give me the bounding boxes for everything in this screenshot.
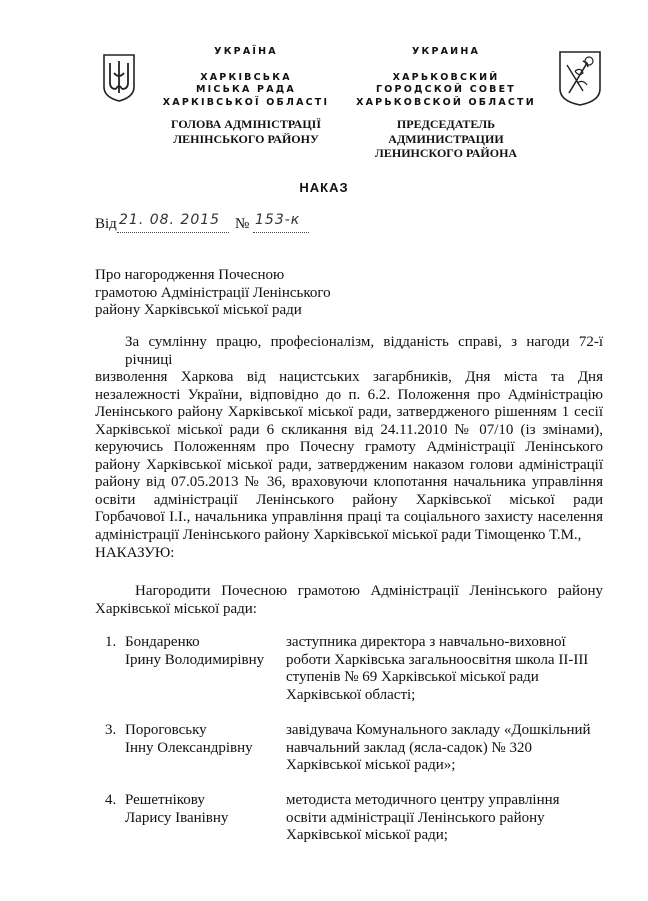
position-line: навчальний заклад (ясла-садок) № 320 — [286, 739, 532, 756]
awardee-name — [125, 722, 285, 757]
awardee-number: 4. — [105, 792, 117, 808]
office-right — [344, 117, 548, 161]
council-line-1: ХАРКІВСЬКА — [200, 71, 292, 83]
awardee-name-line: Решетнікову — [125, 792, 205, 808]
number-underline — [253, 232, 309, 233]
preamble-line: керуючись Положенням про Почесну грамоту Адміністрації Ленінського — [95, 439, 603, 455]
awardee-name — [125, 634, 285, 669]
position-line: методиста методичного центру управління — [286, 792, 560, 808]
subject-line: району Харківської міської ради — [95, 302, 302, 318]
awardee-position — [286, 722, 606, 775]
awardee-position — [286, 634, 606, 704]
header-left — [158, 46, 334, 109]
directive — [95, 583, 603, 618]
directive-line: Нагородити Почесною грамотою Адміністрації Ленінського району — [135, 583, 603, 599]
date-value: 21. 08. 2015 — [119, 212, 221, 228]
preamble-line: освіти адміністрації Ленінського району Харківської міської ради — [95, 491, 603, 508]
awardee-position — [286, 792, 606, 845]
document-title: НАКАЗ — [299, 180, 349, 195]
trident-coat-of-arms-icon — [102, 53, 136, 103]
country-ru: УКРАИНА — [411, 46, 481, 57]
office-line-2-ru: ЛЕНИНСКОГО РАЙОНА — [374, 146, 518, 160]
awardee-name-line: Ларису Іванівну — [125, 809, 229, 826]
position-line: роботи Харківська загальноосвітня школа ІІ-ІІІ — [286, 651, 589, 668]
subject-line: Про нагородження Почесною — [95, 267, 285, 283]
awardee-name-line: Інну Олександрівну — [125, 739, 253, 756]
position-line: Харківської міської ради»; — [286, 757, 456, 773]
position-line: заступника директора з навчально-виховної — [286, 634, 566, 650]
awardee-name-line: Бондаренко — [125, 634, 200, 650]
preamble-line: За сумлінну працю, професіоналізм, відданість справі, з нагоди 72-ї річниці — [125, 334, 603, 368]
kharkiv-coat-of-arms-icon — [557, 49, 603, 107]
preamble-line: Харківської міської ради 6 скликання від 24.11.2010 № 07/10 (із змінами), — [95, 421, 603, 438]
position-line: Харківської області; — [286, 686, 416, 703]
position-line: ступенів № 69 Харківської міської ради — [286, 669, 539, 685]
order-word: НАКАЗУЮ: — [95, 545, 175, 561]
office-line-2: ЛЕНІНСЬКОГО РАЙОНУ — [173, 131, 319, 146]
preamble-line: Горбачової І.І., начальника управління праці та соціального захисту населення — [95, 509, 603, 525]
preamble-line: адміністрації Ленінського району Харківської міської ради Тімощенко Т.М., — [95, 526, 582, 543]
number-value: 153-к — [255, 212, 301, 228]
council-line-2-ru: ГОРОДСКОЙ СОВЕТ — [376, 84, 516, 95]
awardee-name — [125, 792, 285, 827]
directive-line: Харківської міської ради: — [95, 600, 257, 617]
subject-line: грамотою Адміністрації Ленінського — [95, 284, 331, 301]
preamble-line: незалежності України, відповідно до п. 6.2. Положення про Адміністрацію — [95, 386, 603, 403]
date-number-line — [95, 212, 335, 234]
position-line: освіти адміністрації Ленінського району — [286, 809, 545, 826]
council-line-2: МІСЬКА РАДА — [196, 84, 296, 95]
preamble-line: району Харківської міської ради, затвердженим наказом голови адміністрації — [95, 456, 603, 473]
office-line-1-ru: ПРЕДСЕДАТЕЛЬ АДМИНИСТРАЦИИ — [388, 117, 504, 146]
country-ua: УКРАЇНА — [214, 46, 278, 57]
preamble-line: визволення Харкова від нацистських загарбників, Дня міста та Дня — [95, 369, 603, 385]
council-line-3-ru: ХАРЬКОВСКОЙ ОБЛАСТИ — [356, 96, 536, 108]
position-line: Харківської міської ради; — [286, 827, 448, 843]
number-prefix: № — [235, 216, 250, 232]
office-left — [158, 117, 334, 146]
position-line: завідувача Комунального закладу «Дошкільний — [286, 722, 591, 738]
preamble-line: Ленінського району Харківської міської ради, затвердженого рішенням 1 сесії — [95, 404, 603, 420]
awardee-number: 3. — [105, 722, 117, 738]
preamble — [95, 334, 603, 544]
header-right — [352, 46, 540, 109]
subject — [95, 267, 395, 320]
council-line-3: ХАРКІВСЬКОЇ ОБЛАСТІ — [162, 96, 330, 108]
council-line-1-ru: ХАРЬКОВСКИЙ — [392, 71, 500, 83]
preamble-line: району від 07.05.2013 № 36, враховуючи клопотання начальника управління — [95, 474, 603, 490]
date-underline — [117, 232, 229, 233]
awardee-name-line: Ірину Володимирівну — [125, 651, 265, 668]
date-prefix: Від — [95, 216, 117, 232]
office-line-1: ГОЛОВА АДМІНІСТРАЦІЇ — [171, 117, 321, 131]
awardee-name-line: Пороговську — [125, 722, 207, 738]
awardee-number: 1. — [105, 634, 117, 650]
